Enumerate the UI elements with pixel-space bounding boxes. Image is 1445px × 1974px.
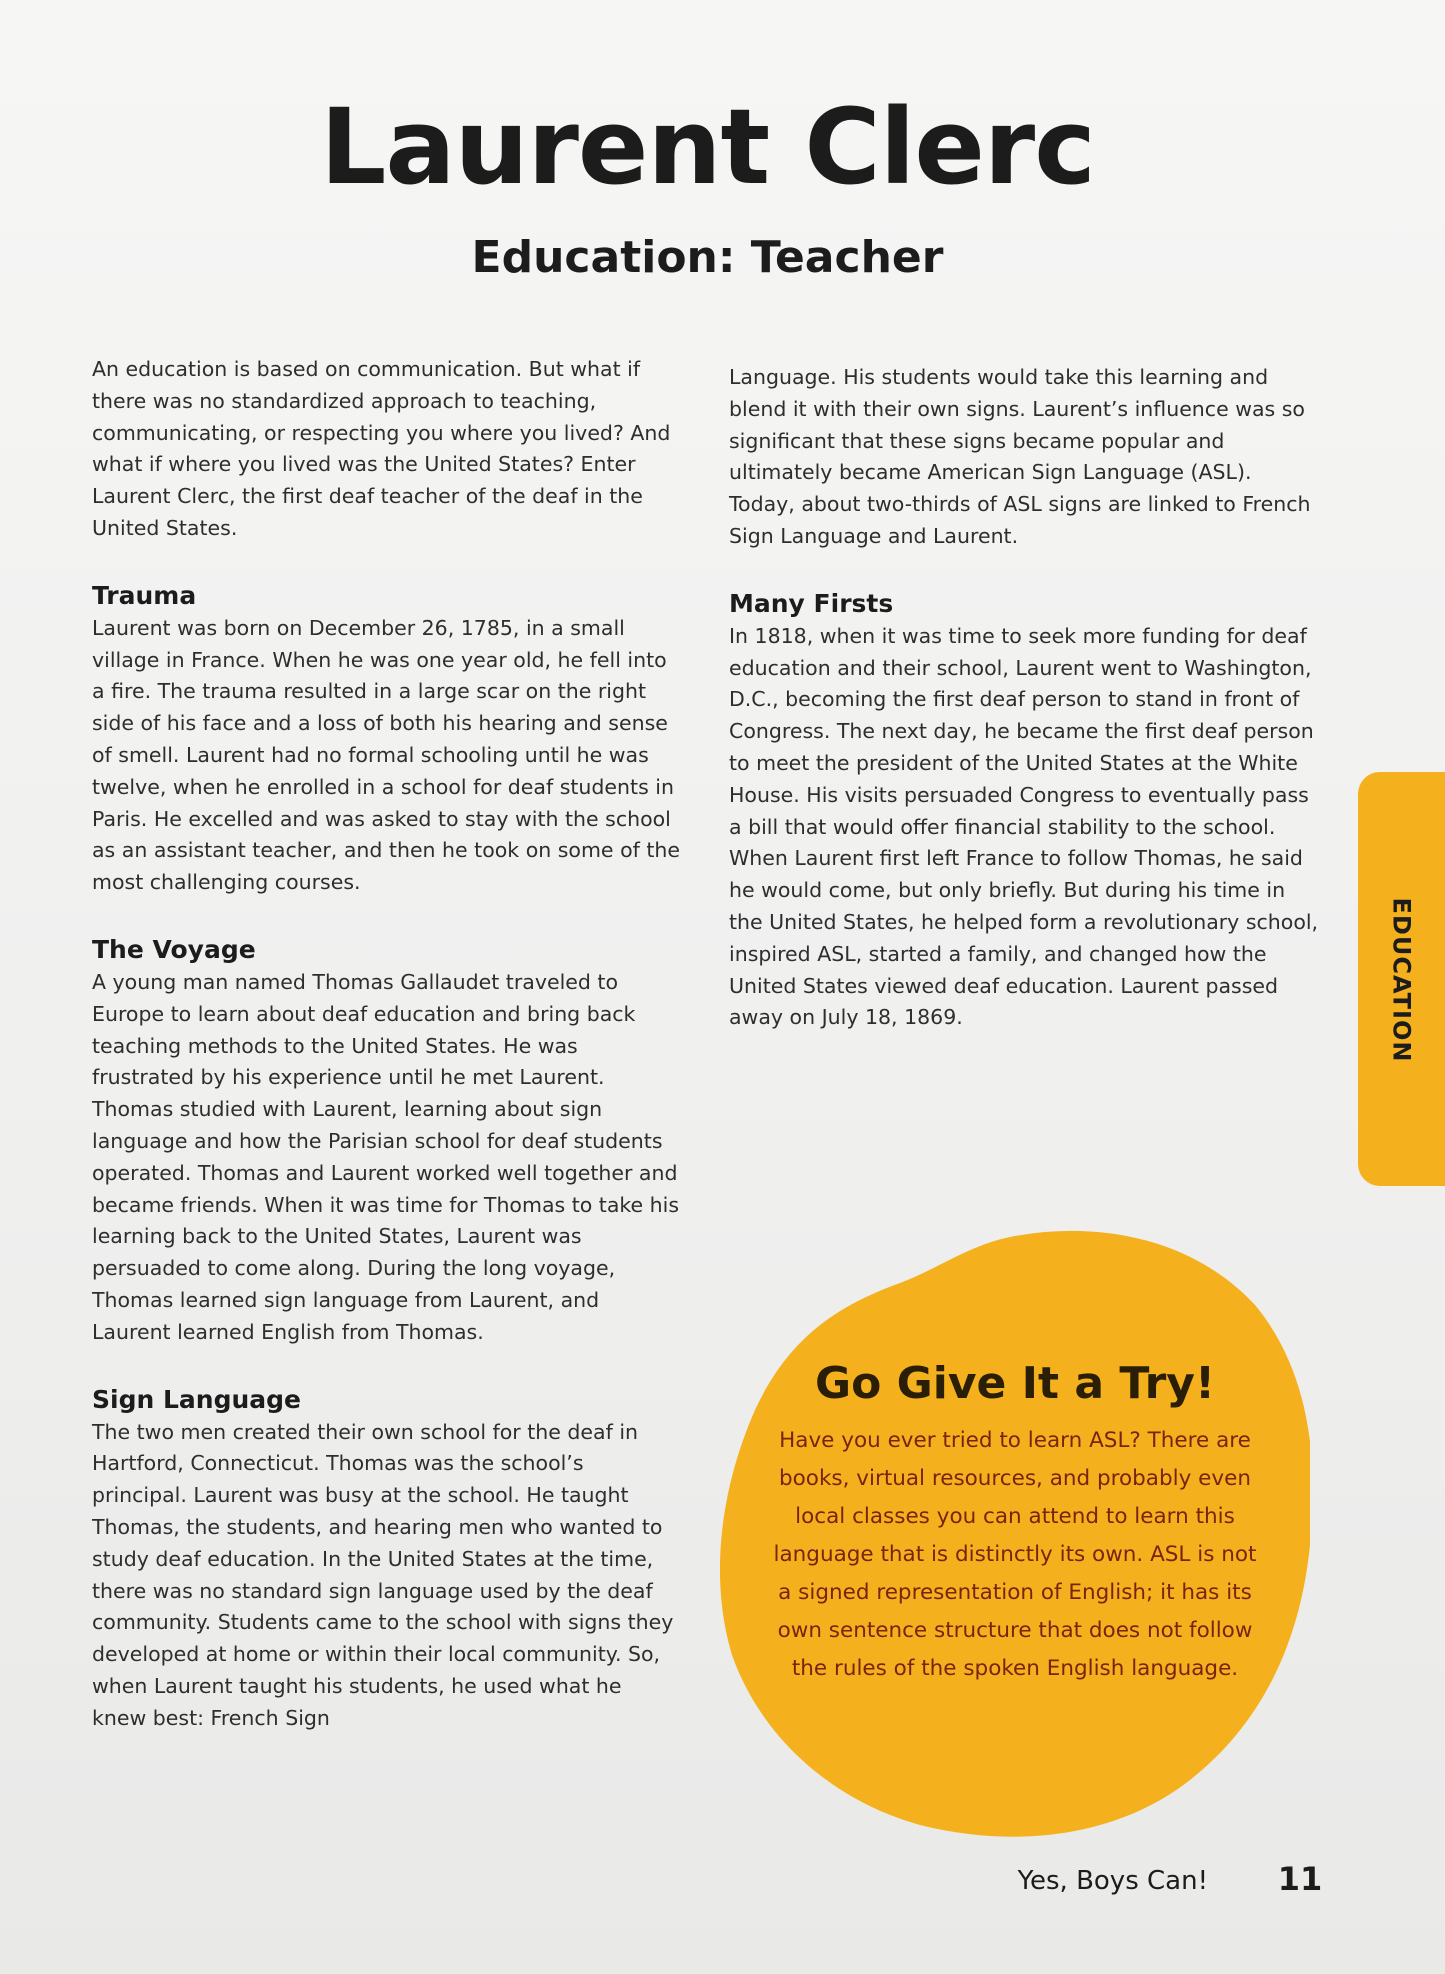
intro-paragraph: An education is based on communication. But what if there was no standardized approach to teaching, communicating, or respecting you where you lived? And what if where you lived was the United States? Enter Laurent Clerc, the first deaf teacher of the deaf in the United States. [92, 357, 671, 540]
trauma-heading: Trauma [92, 580, 197, 610]
callout-body: Have you ever tried to learn ASL? There are books, virtual resources, and probably even local classes you can attend to learn this language that is distinctly its own. ASL is not a signed representation of English; it has its own sentence structure that does not follow the rules of the spoken English language. [773, 1428, 1257, 1681]
many-firsts-paragraph: In 1818, when it was time to seek more funding for deaf education and their school, Laurent went to Washington, D.C., becoming the first deaf person to stand in front of Congress. The next day, he became the first deaf person to meet the president of the United States at the White House. His visits persuaded Congress to eventually pass a bill that would offer financial stability to the school. When Laurent first left France to follow Thomas, he said he would come, but only briefly. But during his time in the United States, he helped form a revolutionary school, inspired ASL, started a family, and changed how the United States viewed deaf education. Laurent passed away on July 18, 1869. [729, 623, 1319, 1030]
voyage-paragraph: A young man named Thomas Gallaudet traveled to Europe to learn about deaf education and bring back teaching methods to the United States. He was frustrated by his experience until he met Laurent. Thomas studied with Laurent, learning about sign language and how the Parisian school for deaf students operated. Thomas and Laurent worked well together and became friends. When it was time for Thomas to take his learning back to the United States, Laurent was persuaded to come along. During the long voyage, Thomas learned sign language from Laurent, and Laurent learned English from Thomas. [92, 969, 680, 1344]
page-title: Laurent Clerc [320, 86, 1095, 208]
footer-book-title: Yes, Boys Can! [1017, 1866, 1208, 1896]
callout-title: Go Give It a Try! [814, 1358, 1216, 1409]
section-tab-label: EDUCATION [1387, 897, 1416, 1063]
sign-language-heading: Sign Language [92, 1384, 301, 1414]
left-column [92, 354, 682, 1734]
page-subtitle: Education: Teacher [471, 232, 944, 283]
trauma-paragraph: Laurent was born on December 26, 1785, in a small village in France. When he was one year old, he fell into a fire. The trauma resulted in a large scar on the right side of his face and a loss of both his hearing and sense of smell. Laurent had no formal schooling until he was twelve, when he enrolled in a school for deaf students in Paris. He excelled and was asked to stay with the school as an assistant teacher, and then he took on some of the most challenging courses. [92, 615, 680, 895]
voyage-heading: The Voyage [92, 934, 256, 964]
continuation-paragraph: Language. His students would take this learning and blend it with their own signs. Laurent’s influence was so significant that these signs became popular and ultimately became American Sign Language (ASL). Today, about two-thirds of ASL signs are linked to French Sign Language and Laurent. [729, 365, 1311, 548]
section-tab-label-wrap [1381, 897, 1421, 1063]
sign-language-paragraph: The two men created their own school for the deaf in Hartford, Connecticut. Thomas was the school’s principal. Laurent was busy at the school. He taught Thomas, the students, and hearing men who wanted to study deaf education. In the United States at the time, there was no standard sign language used by the deaf community. Students came to the school with signs they developed at home or within their local community. So, when Laurent taught his students, he used what he knew best: French Sign [92, 1419, 674, 1730]
page-number: 11 [1277, 1860, 1323, 1898]
many-firsts-heading: Many Firsts [729, 588, 894, 618]
right-column [729, 362, 1319, 1034]
